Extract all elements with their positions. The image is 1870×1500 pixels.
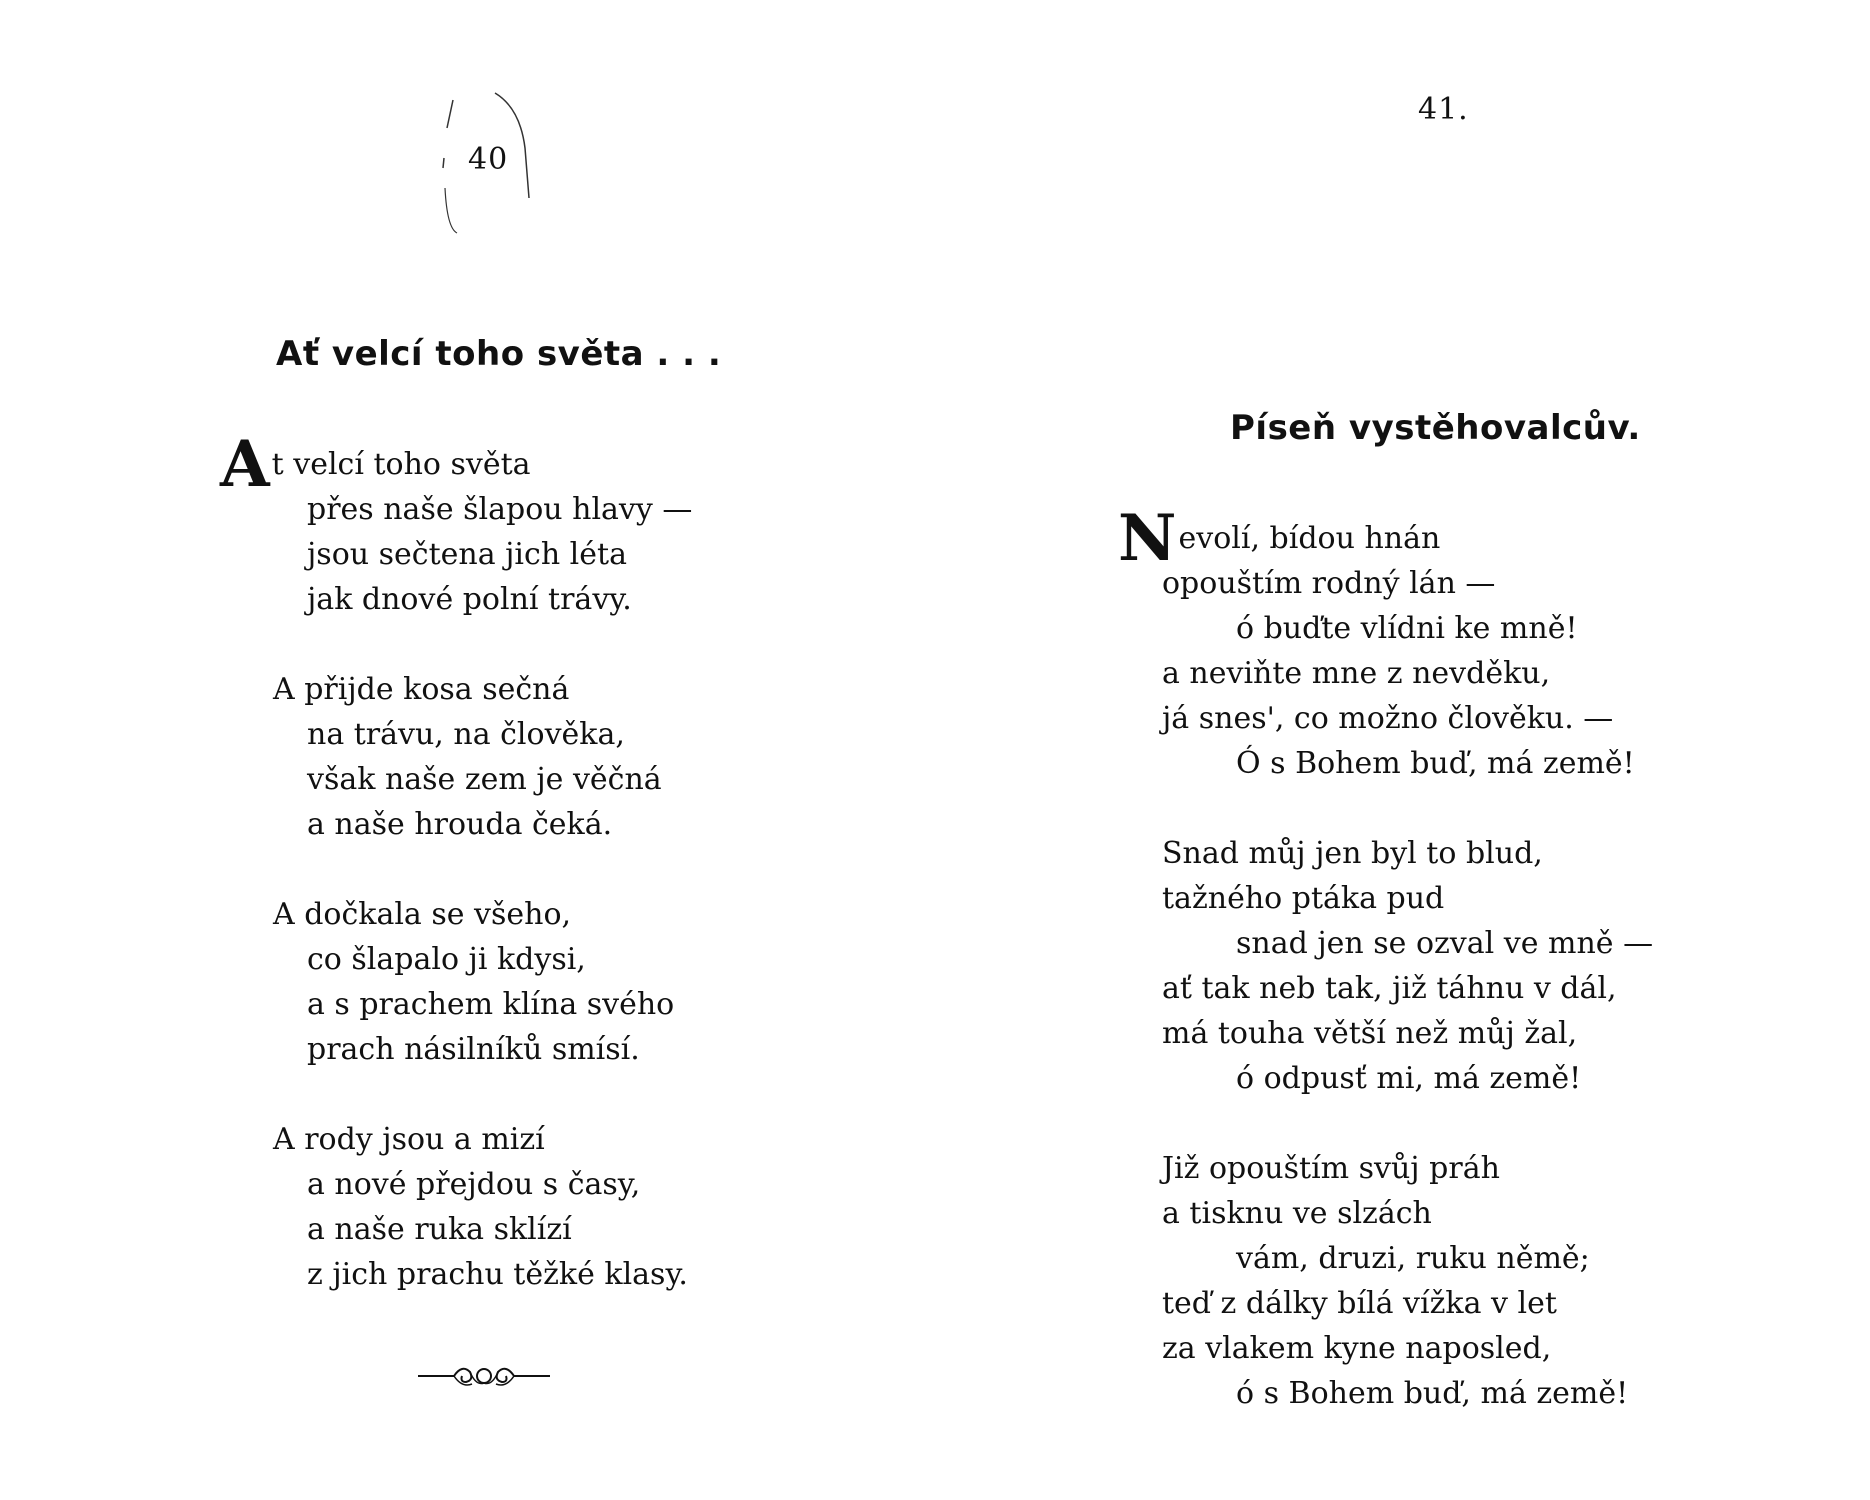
poem-left	[200, 427, 693, 1342]
poem-line: a naše ruka sklízí	[307, 1212, 572, 1247]
poem-line: a tisknu ve slzách	[1162, 1196, 1432, 1231]
poem-line: na trávu, na člověka,	[307, 717, 625, 752]
poem-line: a neviňte mne z nevděku,	[1162, 656, 1551, 691]
poem-line: má touha větší než můj žal,	[1162, 1016, 1578, 1051]
page-number-right: 41.	[1418, 92, 1469, 127]
poem-line: však naše zem je věčná	[307, 762, 662, 797]
poem-line: ó odpusť mi, má země!	[1236, 1061, 1582, 1096]
stanza	[200, 892, 692, 1072]
poem-line: vám, druzi, ruku němě;	[1236, 1241, 1590, 1276]
poem-line: Snad můj jen byl to blud,	[1162, 836, 1543, 871]
flourish-ornament-icon	[414, 1356, 554, 1396]
poem-line: A rody jsou a mizí	[273, 1122, 545, 1157]
stanza	[1110, 831, 1653, 1101]
poem-line: já snes', co možno člověku. —	[1162, 701, 1614, 736]
poem-line: teď z dálky bílá vížka v let	[1162, 1286, 1557, 1321]
poem-line: a nové přejdou s časy,	[307, 1167, 641, 1202]
drop-cap: A	[220, 427, 270, 502]
poem-line: opouštím rodný lán —	[1162, 566, 1496, 601]
poem-line: ať tak neb tak, již táhnu v dál,	[1162, 971, 1617, 1006]
poem-title-left: Ať velcí toho světa . . .	[276, 334, 722, 374]
poem-line: A přijde kosa sečná	[273, 672, 570, 707]
stanza	[200, 1117, 692, 1297]
poem-line: tažného ptáka pud	[1162, 881, 1445, 916]
poem-line: co šlapalo ji kdysi,	[307, 942, 586, 977]
poem-title-right: Píseň vystěhovalcův.	[1230, 408, 1641, 448]
poem-line-text: t velcí toho světa	[271, 447, 531, 482]
stanza	[1110, 1146, 1653, 1416]
poem-line: Ó s Bohem buď, má země!	[1236, 746, 1635, 781]
stanza	[200, 427, 693, 622]
drop-cap: N	[1118, 501, 1177, 576]
page-number-left: 40	[468, 142, 509, 177]
poem-line: jsou sečtena jich léta	[307, 537, 627, 572]
poem-line: z jich prachu těžké klasy.	[307, 1257, 688, 1292]
poem-line: jak dnové polní trávy.	[307, 582, 632, 617]
poem-line	[200, 427, 692, 502]
poem-line-text: evolí, bídou hnán	[1178, 521, 1441, 556]
poem-line: prach násilníků smísí.	[307, 1032, 640, 1067]
poem-line: za vlakem kyne naposled,	[1162, 1331, 1552, 1366]
poem-line: Již opouštím svůj práh	[1162, 1151, 1500, 1186]
stanza	[1110, 501, 1653, 786]
poem-line: snad jen se ozval ve mně —	[1236, 926, 1654, 961]
poem-line: a s prachem klína svého	[307, 987, 675, 1022]
poem-line: a naše hrouda čeká.	[307, 807, 613, 842]
poem-right	[1110, 501, 1654, 1461]
poem-line	[1110, 501, 1653, 576]
poem-line: ó buďte vlídni ke mně!	[1236, 611, 1578, 646]
poem-line: přes naše šlapou hlavy —	[307, 492, 693, 527]
poem-line: ó s Bohem buď, má země!	[1236, 1376, 1629, 1411]
stanza	[200, 667, 692, 847]
poem-line: A dočkala se všeho,	[273, 897, 572, 932]
